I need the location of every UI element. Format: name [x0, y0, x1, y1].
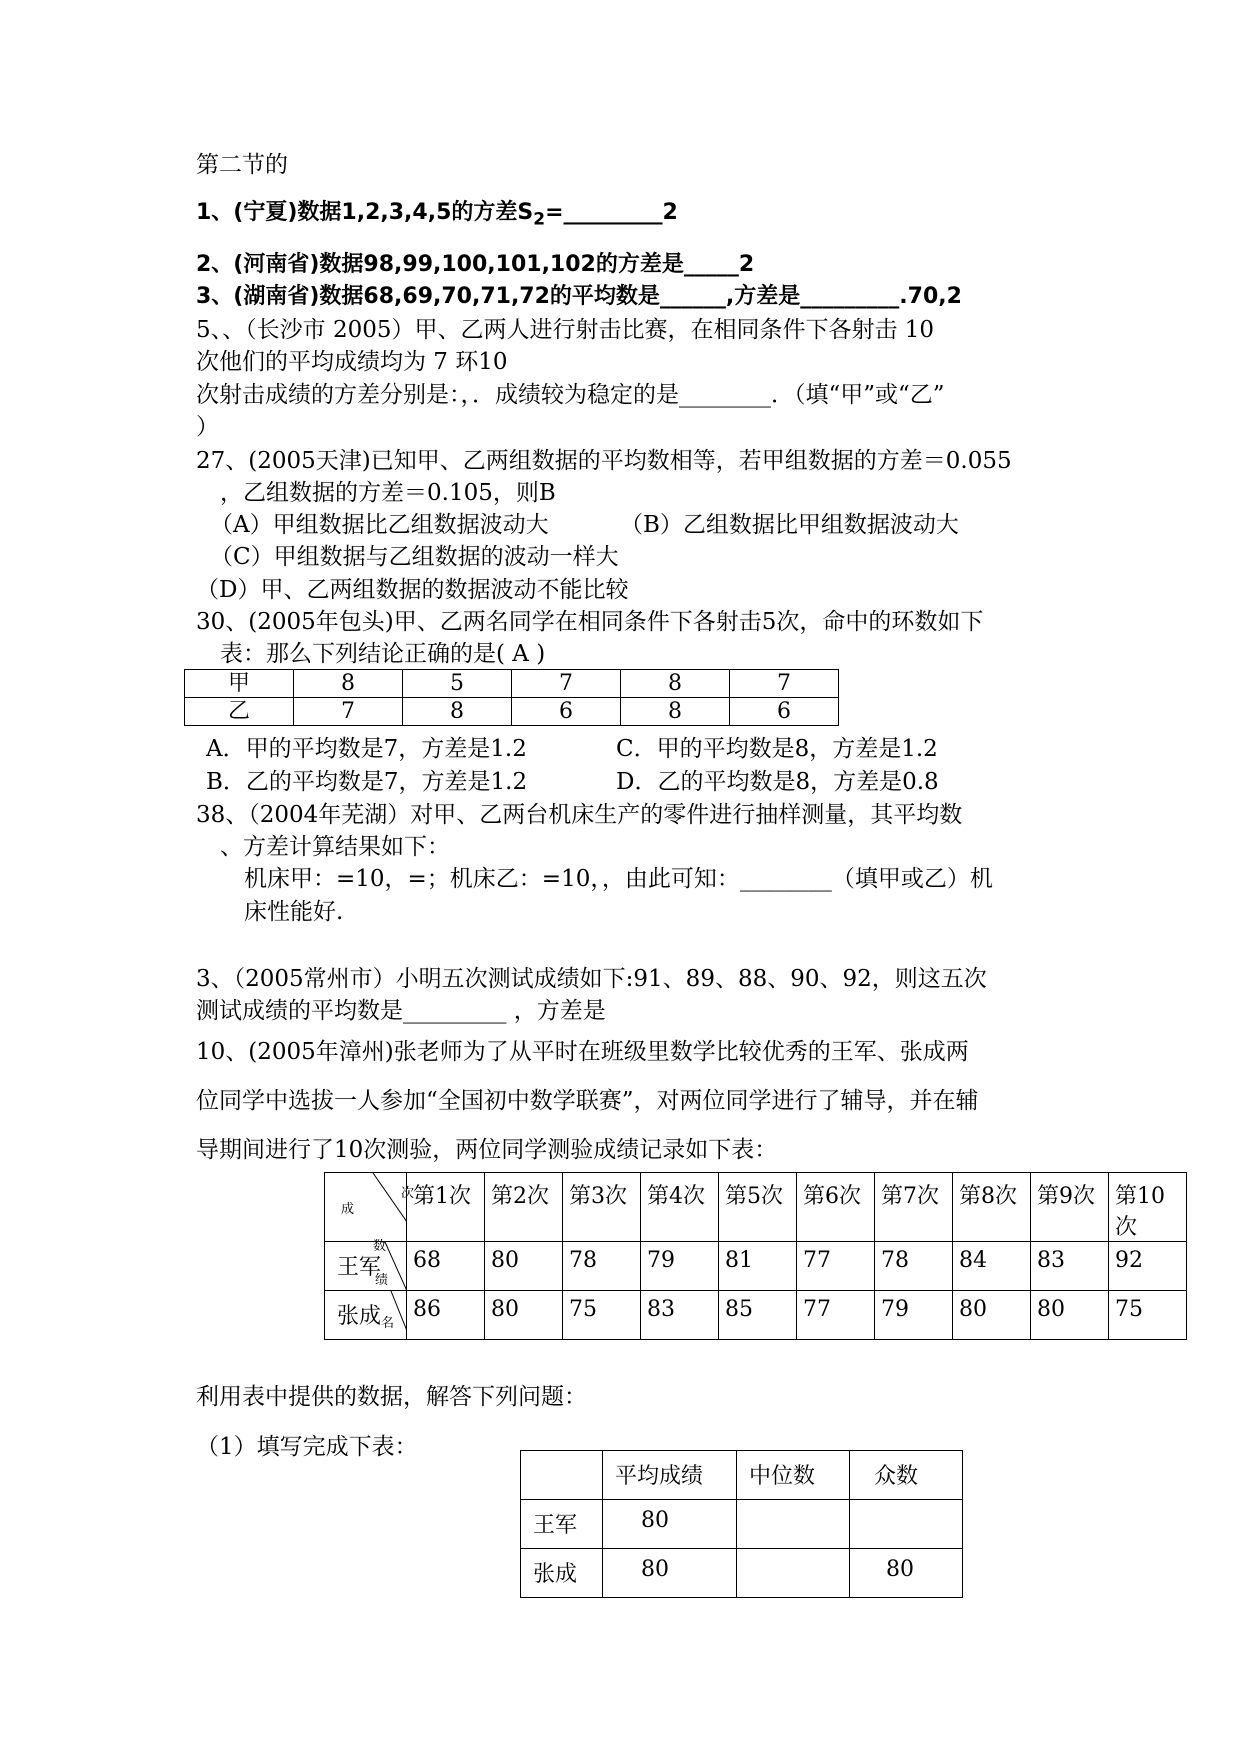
question-38-line-3: 机床甲：=10，=；机床乙：=10，，由此可知：________（填甲或乙）机: [244, 866, 993, 892]
fill-table-label: （1）填写完成下表：: [196, 1434, 418, 1460]
table-cell: 5: [403, 670, 512, 698]
question-10-line-2: 位同学中选拔一人参加“全国初中数学联赛”，对两位同学进行了辅导，并在辅: [196, 1088, 979, 1114]
question-3b-line-1: 3、（2005常州市）小明五次测试成绩如下:91、89、88、90、92，则这五次: [196, 966, 987, 992]
table-cell: 86: [407, 1291, 485, 1340]
table-row: [521, 1451, 963, 1500]
diagonal-lines-2: [325, 1239, 407, 1291]
question-10-line-1: 10、(2005年漳州)张老师为了从平时在班级里数学比较优秀的王军、张成两: [196, 1039, 969, 1065]
table-cell: 75: [1109, 1291, 1187, 1340]
table-cell: 92: [1109, 1242, 1187, 1291]
question-38-line-2: 、方差计算结果如下：: [220, 834, 450, 860]
table-cell: 80: [1031, 1291, 1109, 1340]
table-cell: 8: [621, 698, 730, 726]
table-row: [521, 1549, 963, 1598]
question-27-line-2: ，乙组数据的方差＝0.105，则B: [220, 480, 556, 506]
table-cell: 6: [512, 698, 621, 726]
scores-table: [324, 1172, 1187, 1340]
table-header: 第2次: [485, 1173, 563, 1242]
corner-label-bottom: 名: [381, 1316, 395, 1331]
table-corner-cell: [325, 1173, 415, 1242]
table-cell: 7: [512, 670, 621, 698]
question-5-line-2: 次他们的平均成绩均为 7 环10: [196, 349, 508, 375]
question-27-option-b: （B）乙组数据比甲组数据波动大: [620, 512, 959, 538]
table-header: 平均成绩: [603, 1451, 737, 1500]
table-row: [325, 1242, 1187, 1291]
corner-label-top2: 数: [373, 1239, 387, 1254]
table-row: [325, 1291, 1187, 1340]
question-27-option-a: （A）甲组数据比乙组数据波动大: [210, 512, 549, 538]
question-1-subscript: 2: [533, 209, 546, 230]
table-cell: 83: [641, 1291, 719, 1340]
table-header: 第3次: [563, 1173, 641, 1242]
table-cell: 张成: [521, 1549, 603, 1598]
table-header: 第1次: [407, 1173, 485, 1242]
table-cell: 8: [403, 698, 512, 726]
table-header: 第5次: [719, 1173, 797, 1242]
table-header: 第4次: [641, 1173, 719, 1242]
question-30-option-c: C．甲的平均数是8，方差是1.2: [616, 736, 938, 762]
question-30-option-a: A．甲的平均数是7，方差是1.2: [206, 736, 527, 762]
question-38-line-1: 38、（2004年芜湖）对甲、乙两台机床生产的零件进行抽样测量，其平均数: [196, 802, 963, 828]
table-header: 第9次: [1031, 1173, 1109, 1242]
table-row: [185, 698, 839, 726]
table-cell: 7: [294, 698, 403, 726]
table-header: 第8次: [953, 1173, 1031, 1242]
question-5-line-4: ）: [196, 414, 219, 440]
table-cell: 80: [485, 1291, 563, 1340]
corner-label-top: 次: [401, 1186, 415, 1201]
table-cell: 81: [719, 1242, 797, 1291]
question-30-line-1: 30、(2005年包头)甲、乙两名同学在相同条件下各射击5次，命中的环数如下: [196, 609, 984, 635]
table-cell: 84: [953, 1242, 1031, 1291]
diagonal-lines: [325, 1173, 407, 1222]
table-cell: 79: [875, 1291, 953, 1340]
row-name: 王军: [337, 1255, 382, 1280]
table-cell: 王军: [521, 1500, 603, 1549]
question-10-line-3: 导期间进行了10次测验，两位同学测验成绩记录如下表：: [196, 1137, 778, 1163]
table-header: 中位数: [737, 1451, 850, 1500]
corner-label-mid: 绩: [375, 1273, 389, 1288]
summary-table: [520, 1450, 963, 1598]
table-cell: 80: [485, 1242, 563, 1291]
section-heading: 第二节的: [196, 152, 288, 178]
table-cell: 8: [621, 670, 730, 698]
table-cell: 75: [563, 1291, 641, 1340]
question-30-option-b: B．乙的平均数是7，方差是1.2: [206, 769, 528, 795]
question-38-line-4: 床性能好.: [244, 899, 344, 925]
question-1-tail: =_________2: [545, 200, 678, 225]
table-header: 众数: [850, 1451, 963, 1500]
question-27-option-c: （C）甲组数据与乙组数据的波动一样大: [210, 544, 619, 570]
table-cell: 78: [563, 1242, 641, 1291]
question-3b-line-2: 测试成绩的平均数是_________ ，方差是: [196, 998, 606, 1024]
table-cell: 80: [850, 1549, 963, 1598]
table-cell: 83: [1031, 1242, 1109, 1291]
shooting-table: [184, 669, 839, 726]
question-27-option-d: （D）甲、乙两组数据的数据波动不能比较: [196, 577, 629, 603]
table-header: 第6次: [797, 1173, 875, 1242]
question-30-line-2: 表：那么下列结论正确的是( A ): [220, 641, 546, 667]
question-30-option-d: D．乙的平均数是8，方差是0.8: [616, 769, 939, 795]
row-name-cell: [325, 1239, 407, 1291]
table-header: 第7次: [875, 1173, 953, 1242]
question-27-line-1: 27、(2005天津)已知甲、乙两组数据的平均数相等，若甲组数据的方差＝0.055: [196, 448, 1012, 474]
question-5-line-3: 次射击成绩的方差分别是：，．成绩较为稳定的是________．（填“甲”或“乙”: [196, 382, 945, 408]
table-cell: 7: [730, 670, 839, 698]
table-row: [185, 670, 839, 698]
table-cell: 78: [875, 1242, 953, 1291]
table-header: [521, 1451, 603, 1500]
corner-label-left: 成: [341, 1202, 355, 1217]
table-row: [521, 1500, 963, 1549]
question-3: 3、(湖南省)数据68,69,70,71,72的平均数是______,方差是_________.70,2: [196, 284, 962, 309]
question-5-line-1: 5、、（长沙市 2005）甲、乙两人进行射击比赛，在相同条件下各射击 10: [196, 317, 935, 343]
table-cell: 80: [953, 1291, 1031, 1340]
table-cell: 80: [603, 1549, 737, 1598]
table-cell: 乙: [185, 698, 294, 726]
use-data-instruction: 利用表中提供的数据，解答下列问题：: [196, 1384, 587, 1410]
table-header: 第10次: [1109, 1173, 1187, 1242]
diagonal-lines-3: [325, 1291, 407, 1340]
table-cell: 77: [797, 1242, 875, 1291]
table-cell: 85: [719, 1291, 797, 1340]
table-cell: 甲: [185, 670, 294, 698]
question-2: 2、(河南省)数据98,99,100,101,102的方差是_____2: [196, 252, 755, 277]
row-name: 张成: [337, 1304, 382, 1329]
table-cell: 80: [603, 1500, 737, 1549]
row-name-cell: [325, 1291, 407, 1340]
table-cell: 8: [294, 670, 403, 698]
table-cell: 79: [641, 1242, 719, 1291]
question-1-text: 1、(宁夏)数据1,2,3,4,5的方差S: [196, 200, 534, 225]
table-cell[interactable]: [737, 1500, 850, 1549]
table-cell: 77: [797, 1291, 875, 1340]
table-row: [325, 1173, 1187, 1242]
table-cell: 68: [407, 1242, 485, 1291]
table-cell[interactable]: [850, 1500, 963, 1549]
table-cell: 6: [730, 698, 839, 726]
table-cell[interactable]: [737, 1549, 850, 1598]
question-1: [196, 198, 678, 234]
